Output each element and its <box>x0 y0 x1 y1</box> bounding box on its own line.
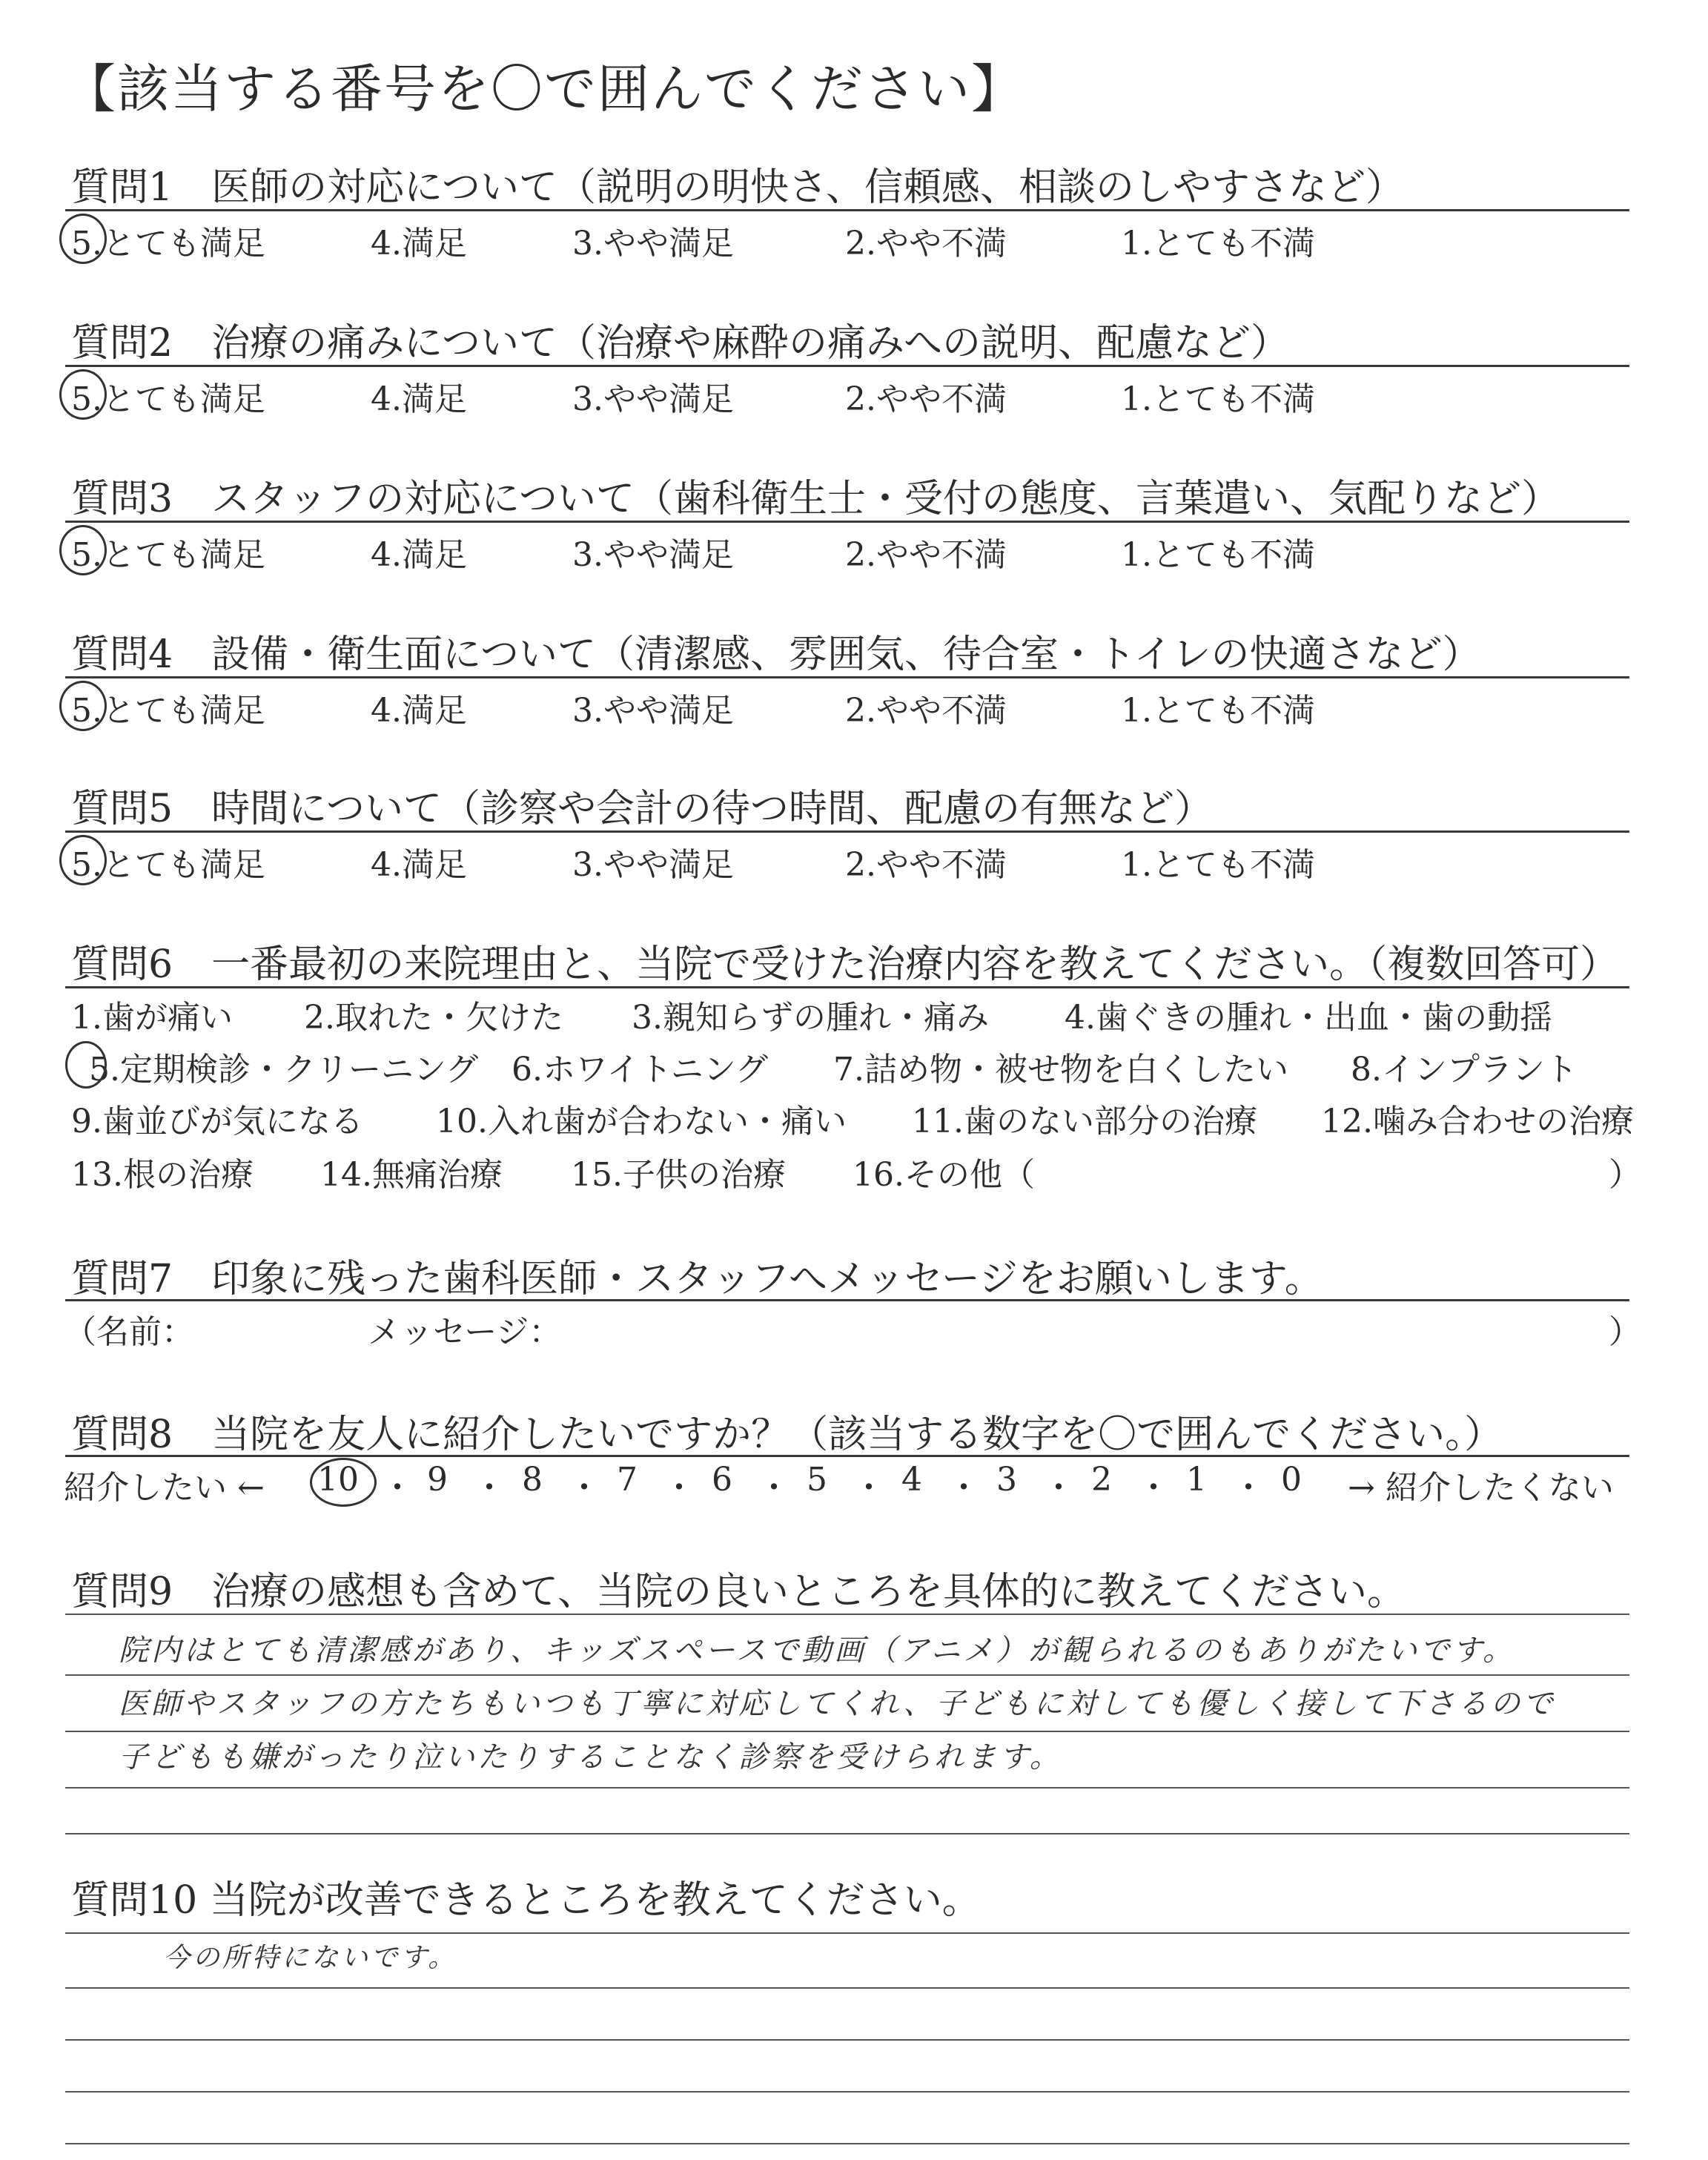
q8-left-label: 紹介したい ← <box>64 1469 265 1507</box>
q6-option-3: 3.親知らずの腫れ・痛み <box>632 999 989 1037</box>
q8-scale-10: 10 <box>317 1461 359 1499</box>
q9-answer-line-3: 子どもも嫌がったり泣いたりすることなく診察を受けられます。 <box>119 1740 1062 1774</box>
q8-scale-1: 1 <box>1186 1461 1207 1499</box>
q7-close-paren: ） <box>1609 1313 1641 1351</box>
q5-option-1: 1.とても不満 <box>1121 846 1315 884</box>
q5-selection-circle <box>59 835 107 885</box>
q1-option-1: 1.とても不満 <box>1121 225 1315 262</box>
q8-scale-5: 5 <box>807 1461 827 1499</box>
q8-separator: ・ <box>381 1469 414 1507</box>
q1-rule <box>65 209 1629 211</box>
q2-option-5: 5.とても満足 <box>71 380 265 418</box>
q10-answer-line-1: 今の所特にないです。 <box>163 1943 458 1973</box>
q6-title: 質問6 一番最初の来院理由と、当院で受けた治療内容を教えてください。（複数回答可） <box>71 942 1619 987</box>
q8-separator: ・ <box>1042 1469 1075 1507</box>
q5-option-5: 5.とても満足 <box>71 846 265 884</box>
q2-title: 質問2 治療の痛みについて（治療や麻酔の痛みへの説明、配慮など） <box>71 321 1290 366</box>
q4-option-1: 1.とても不満 <box>1121 692 1315 730</box>
q10-answer-rule <box>65 2039 1629 2041</box>
q6-option-5: 5.定期検診・クリーニング <box>89 1051 479 1089</box>
q9-answer-line-1: 院内はとても清潔感があり、キッズスペースで動画（アニメ）が観られるのもありがたいです。 <box>119 1634 1515 1668</box>
q8-separator: ・ <box>853 1469 885 1507</box>
q3-option-2: 2.やや不満 <box>845 536 1007 574</box>
q6-option-11: 11.歯のない部分の治療 <box>912 1103 1257 1140</box>
q8-separator: ・ <box>568 1469 600 1507</box>
q4-rule <box>65 676 1629 678</box>
q5-option-4: 4.満足 <box>371 846 467 884</box>
q5-title: 質問5 時間について（診察や会計の待つ時間、配慮の有無など） <box>71 787 1214 831</box>
q9-answer-rule <box>65 1674 1629 1676</box>
q1-title: 質問1 医師の対応について（説明の明快さ、信頼感、相談のしやすさなど） <box>71 165 1404 210</box>
q6-option-16: 16.その他（ <box>853 1156 1035 1194</box>
q5-rule <box>65 830 1629 833</box>
q3-option-4: 4.満足 <box>371 536 467 574</box>
q6-option-12: 12.噛み合わせの治療 <box>1321 1103 1634 1140</box>
q6-option-6: 6.ホワイトニング <box>512 1051 769 1089</box>
q7-name-label: （名前： <box>64 1313 194 1351</box>
q6-selection-circle <box>65 1041 107 1089</box>
q8-scale-3: 3 <box>996 1461 1017 1499</box>
q6-option-1: 1.歯が痛い <box>71 999 233 1037</box>
q8-scale-0: 0 <box>1281 1461 1302 1499</box>
q8-scale-7: 7 <box>617 1461 638 1499</box>
q9-answer-rule <box>65 1614 1629 1615</box>
q1-selection-circle <box>59 214 107 264</box>
q2-option-3: 3.やや満足 <box>572 380 734 418</box>
q2-option-1: 1.とても不満 <box>1121 380 1315 418</box>
q5-option-3: 3.やや満足 <box>572 846 734 884</box>
q8-rule <box>65 1455 1629 1457</box>
q9-answer-rule <box>65 1731 1629 1732</box>
q6-option-9: 9.歯並びが気になる <box>71 1103 363 1140</box>
q8-separator: ・ <box>1137 1469 1170 1507</box>
q6-close-paren: ） <box>1609 1156 1641 1194</box>
q4-title: 質問4 設備・衛生面について（清潔感、雰囲気、待合室・トイレの快適さなど） <box>71 633 1481 677</box>
q1-option-5: 5.とても満足 <box>71 225 265 262</box>
q6-option-13: 13.根の治療 <box>71 1156 254 1194</box>
q6-option-2: 2.取れた・欠けた <box>304 999 563 1037</box>
q8-separator: ・ <box>473 1469 506 1507</box>
q8-scale-9: 9 <box>427 1461 448 1499</box>
q1-option-3: 3.やや満足 <box>572 225 734 262</box>
q9-answer-line-2: 医師やスタッフの方たちもいつも丁寧に対応してくれ、子どもに対しても優しく接して下さるので <box>119 1687 1556 1721</box>
q4-option-5: 5.とても満足 <box>71 692 265 730</box>
q10-answer-rule <box>65 1932 1629 1934</box>
q9-title: 質問9 治療の感想も含めて、当院の良いところを具体的に教えてください。 <box>71 1570 1406 1614</box>
q8-scale-4: 4 <box>901 1461 922 1499</box>
q7-title: 質問7 印象に残った歯科医師・スタッフへメッセージをお願いします。 <box>71 1257 1323 1301</box>
q8-scale-8: 8 <box>522 1461 543 1499</box>
q2-option-2: 2.やや不満 <box>845 380 1007 418</box>
q6-option-15: 15.子供の治療 <box>571 1156 786 1194</box>
q6-option-10: 10.入れ歯が合わない・痛い <box>436 1103 847 1140</box>
q3-rule <box>65 521 1629 523</box>
q1-option-4: 4.満足 <box>371 225 467 262</box>
q8-right-label: → 紹介したくない <box>1348 1469 1614 1507</box>
q6-rule <box>65 986 1629 988</box>
q8-separator: ・ <box>663 1469 695 1507</box>
q10-answer-rule <box>65 2143 1629 2144</box>
form-header: 【該当する番号を〇で囲んでください】 <box>64 59 1025 119</box>
q7-message-label: メッセージ： <box>368 1313 562 1351</box>
q8-separator: ・ <box>947 1469 980 1507</box>
q8-scale-2: 2 <box>1091 1461 1112 1499</box>
q3-option-3: 3.やや満足 <box>572 536 734 574</box>
q4-option-3: 3.やや満足 <box>572 692 734 730</box>
q4-option-2: 2.やや不満 <box>845 692 1007 730</box>
q8-separator: ・ <box>1232 1469 1265 1507</box>
q6-option-14: 14.無痛治療 <box>320 1156 503 1194</box>
q4-selection-circle <box>59 681 107 731</box>
q9-answer-rule <box>65 1787 1629 1789</box>
q2-option-4: 4.満足 <box>371 380 467 418</box>
q3-title: 質問3 スタッフの対応について（歯科衛生士・受付の態度、言葉遣い、気配りなど） <box>71 477 1560 521</box>
q8-scale-6: 6 <box>712 1461 732 1499</box>
q2-rule <box>65 365 1629 367</box>
q6-option-7: 7.詰め物・被せ物を白くしたい <box>833 1051 1288 1089</box>
q1-option-2: 2.やや不満 <box>845 225 1007 262</box>
q10-answer-rule <box>65 1987 1629 1989</box>
q5-option-2: 2.やや不満 <box>845 846 1007 884</box>
q3-option-1: 1.とても不満 <box>1121 536 1315 574</box>
q10-answer-rule <box>65 2091 1629 2093</box>
q6-option-4: 4.歯ぐきの腫れ・出血・歯の動揺 <box>1065 999 1552 1037</box>
q6-option-8: 8.インプラント <box>1351 1051 1578 1089</box>
q8-separator: ・ <box>758 1469 790 1507</box>
q3-option-5: 5.とても満足 <box>71 536 265 574</box>
q8-title: 質問8 当院を友人に紹介したいですか？（該当する数字を〇で囲んでください。） <box>71 1413 1503 1457</box>
q4-option-4: 4.満足 <box>371 692 467 730</box>
q9-answer-rule <box>65 1833 1629 1834</box>
q8-selection-circle <box>310 1458 377 1507</box>
q10-title: 質問10 当院が改善できるところを教えてください。 <box>71 1878 981 1923</box>
q7-rule <box>65 1299 1629 1301</box>
q3-selection-circle <box>59 525 107 575</box>
q2-selection-circle <box>59 369 107 420</box>
